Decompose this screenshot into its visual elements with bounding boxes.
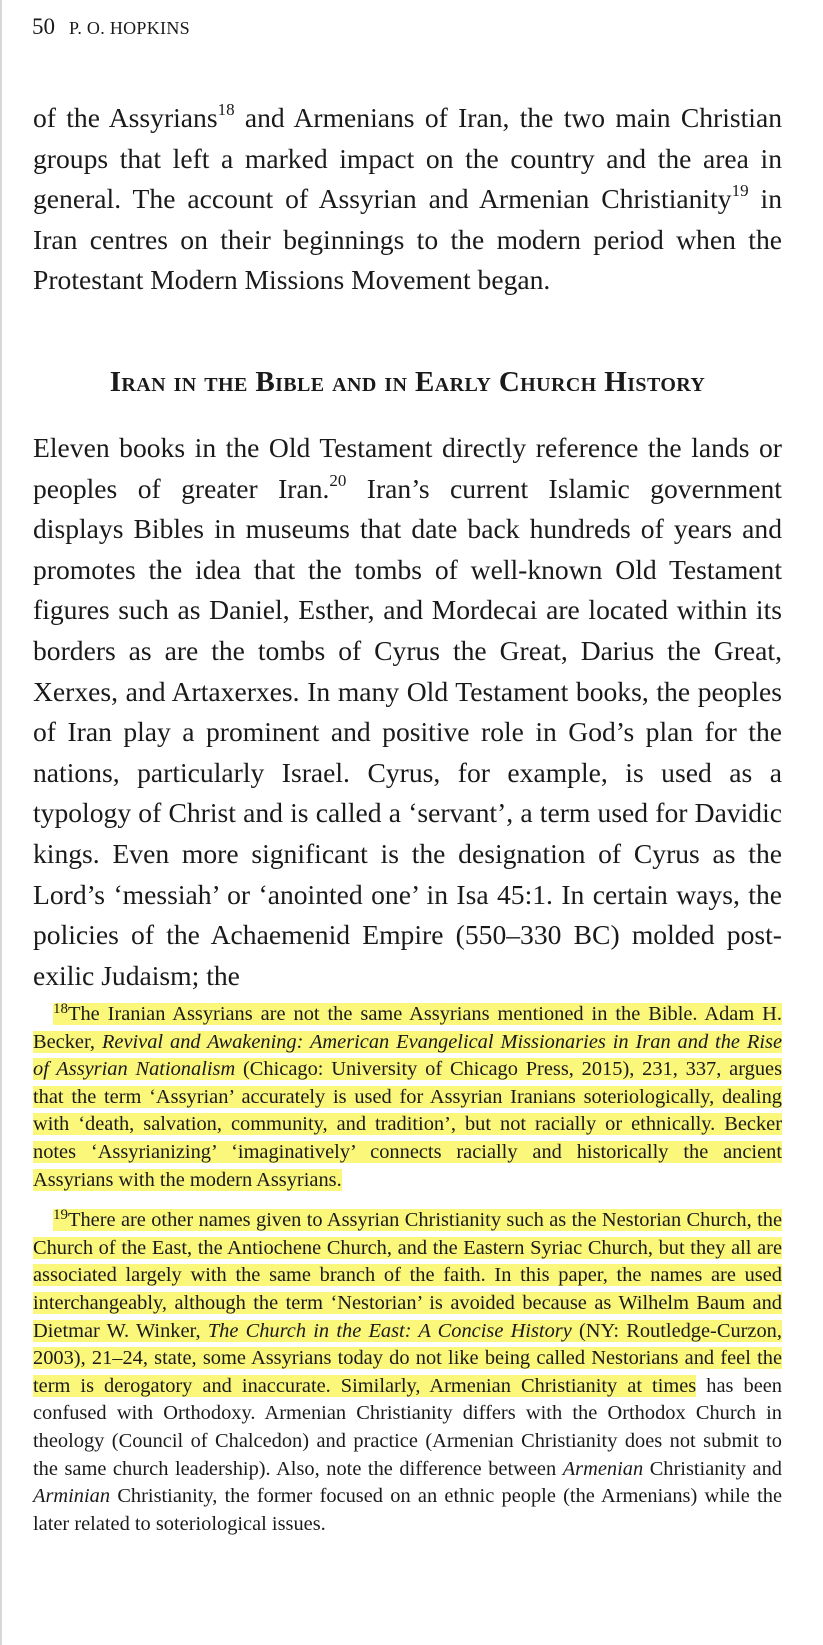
footnote-18 — [33, 1001, 782, 1194]
section-heading: Iran in the Bible and in Early Church History — [109, 366, 706, 398]
text-run: of the Assyrians — [33, 102, 218, 133]
footnote-number: 18 — [53, 1001, 68, 1017]
footnotes — [33, 1001, 782, 1538]
highlighted-text — [33, 1209, 782, 1397]
text-run: (NY: Routledge-Curzon, 2003), 21–24, state, some Assyrians today do not like being called Nestorians and feel the term is derogatory and inaccurate. Similarly, Armenian Christianity at times — [33, 1319, 782, 1397]
text-run: There are other names given to Assyrian Christianity such as the Nestorian Church, the Church of the East, the Antiochene Church, and the Eastern Syriac Church, but they all are associated largely with the same branch of the faith. In this paper, the names are used interchangeably, although the term ‘Nestorian’ is avoided because as Wilhelm Baum and Dietmar W. Winker, — [33, 1209, 782, 1342]
footnote-number: 19 — [53, 1207, 68, 1224]
footnote-ref-20[interactable]: 20 — [329, 470, 347, 490]
body-paragraph-1 — [33, 98, 782, 301]
text-run: The Iranian Assyrians are not the same Assyrians mentioned in the Bible. Adam H. Becker, — [33, 1003, 782, 1053]
text-run: has been confused with Orthodoxy. Armenian Christianity differs with the Orthodox Church in theology (Council of Chalcedon) and practice (Armenian Christianity does not submit to the same church leadership). Also, note the difference between — [33, 1374, 782, 1480]
footnote-19 — [33, 1207, 782, 1538]
highlighted-text — [33, 1003, 782, 1191]
text-run: Christianity, the former focused on an ethnic people (the Armenians) while the later related to soteriological issues. — [33, 1485, 782, 1535]
page-number: 50 — [32, 14, 55, 39]
body-paragraph-2 — [33, 428, 782, 996]
text-run: in Iran centres on their beginnings to the modern period when the Protestant Modern Missions Movement began. — [33, 183, 782, 296]
text-run: Iran’s current Islamic government displays Bibles in museums that date back hundreds of years and promotes the idea that the tombs of well-known Old Testament figures such as Daniel, Esther, and Mordecai are located within its borders as are the tombs of Cyrus the Great, Darius the Great, Xerxes, and Artaxerxes. In many Old Testament books, the peoples of Iran play a prominent and positive role in God’s plan for the nations, particularly Israel. Cyrus, for example, is used as a typology of Christ and is called a ‘servant’, a term used for Davidic kings. Even more significant is the designation of Cyrus as the Lord’s ‘messiah’ or ‘anointed one’ in Isa 45:1. In certain ways, the policies of the Achaemenid Empire (550–330 BC) molded post-exilic Judaism; the — [33, 472, 782, 991]
text-run: (Chicago: University of Chicago Press, 2015), 231, 337, argues that the term ‘Assyrian’ accurately is used for Assyrian Iranians soteriologically, dealing with ‘death, salvation, community, and tradition’, but not racially or ethnically. Becker notes ‘Assyrianizing’ ‘imaginatively’ connects racially and historically the ancient Assyrians with the modern Assyrians. — [33, 1058, 782, 1191]
text-run: and Armenians of Iran, the two main Christian groups that left a marked impact on the country and the area in general. The account of Assyrian and Armenian Christianity — [33, 102, 783, 215]
book-title: The Church in the East: A Concise History — [207, 1319, 572, 1342]
text-run: Christianity and — [643, 1457, 782, 1480]
emphasis: Armenian — [562, 1457, 644, 1480]
book-title: Revival and Awakening: American Evangelical Missionaries in Iran and the Rise of Assyrian Nationalism — [33, 1030, 782, 1081]
emphasis: Arminian — [33, 1485, 111, 1508]
footnote-ref-19[interactable]: 19 — [731, 181, 749, 201]
running-head-author: P. O. HOPKINS — [69, 18, 190, 38]
text-run: Eleven books in the Old Testament directly reference the lands or peoples of greater Iran. — [33, 432, 782, 504]
footnote-ref-18[interactable]: 18 — [217, 100, 235, 119]
running-head — [32, 14, 190, 40]
